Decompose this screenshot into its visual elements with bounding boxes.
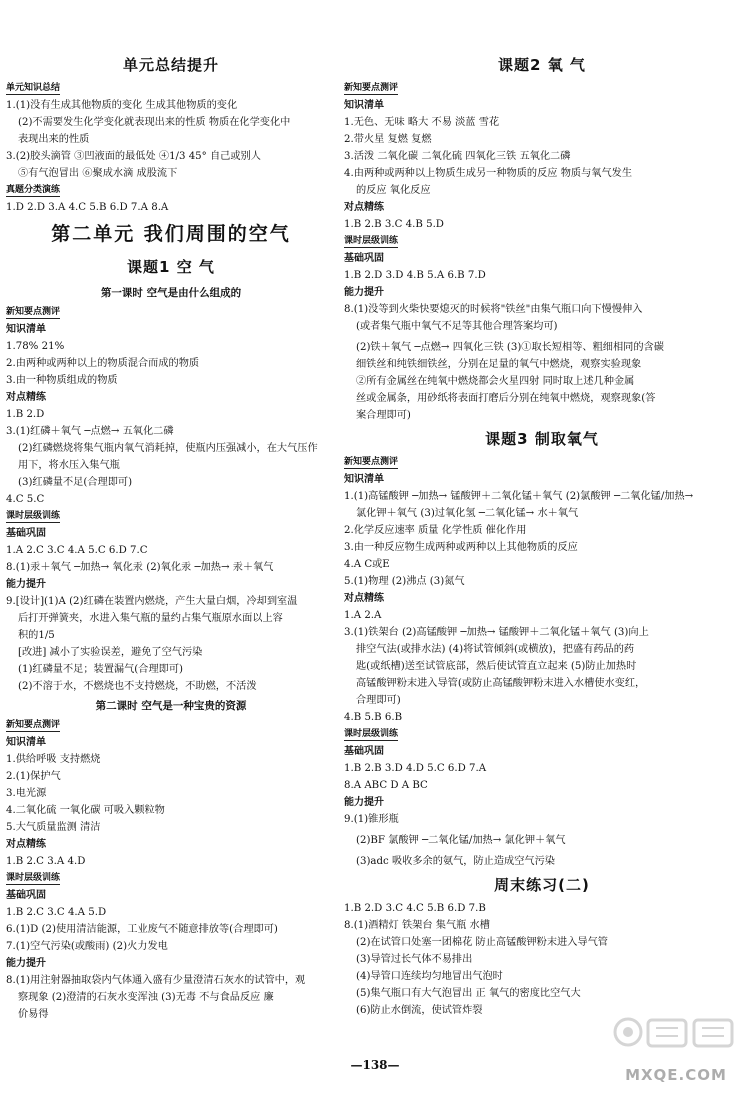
unit-title: 第二单元 我们周围的空气 xyxy=(51,223,291,245)
answer-line: 3.由一种反应物生成两种或两种以上其他物质的反应 xyxy=(344,542,578,553)
answer-line: 4.B 5.B 6.B xyxy=(344,712,403,723)
section-heading: 课题1 空 气 xyxy=(127,258,215,276)
section-tag-label: 新知要点测评 xyxy=(6,720,61,730)
answer-line: 2.由两种或两种以上的物质混合而成的物质 xyxy=(6,358,200,369)
answer-line: 1.B 2.B 3.D 4.D 5.C 6.D 7.A xyxy=(344,763,487,774)
watermark-text: MXQE.COM xyxy=(625,1066,727,1084)
answer-line: 1.B 2.C 3.A 4.D xyxy=(6,856,86,867)
answer-line-cont: 察现象 (2)澄清的石灰水变浑浊 (3)无毒 不与食品反应 廉 xyxy=(18,992,274,1003)
subsection-label: 能力提升 xyxy=(344,797,384,808)
section-tag-label: 单元知识总结 xyxy=(6,83,61,93)
answer-line: 8.(1)没等到火柴快要熄灭的时候将"铁丝"由集气瓶口向下慢慢伸入 xyxy=(344,304,643,315)
section-tag-label: 真题分类演练 xyxy=(6,185,61,195)
answer-line-cont: (6)防止水倒流，使试管炸裂 xyxy=(356,1005,483,1016)
answer-line-cont: (3)导管过长气体不易排出 xyxy=(356,954,473,965)
answer-line: 1.供给呼吸 支持燃烧 xyxy=(6,754,101,765)
section-tag xyxy=(344,80,740,97)
section-heading: 单元总结提升 xyxy=(122,56,219,74)
section-heading: 课题2 氧 气 xyxy=(498,56,586,74)
answer-line-cont: 用下，将水压入集气瓶 xyxy=(18,460,120,471)
lesson-heading: 第一课时 空气是由什么组成的 xyxy=(100,287,242,299)
section-tag xyxy=(6,80,336,97)
answer-line-cont: 排空气法(或排水法) (4)将试管倾斜(或横放)，把盛有药品的药 xyxy=(356,644,635,655)
answer-line-cont: (2)铁＋氧气 ─点燃→ 四氧化三铁 (3)①取长短相等、粗细相同的含碳 xyxy=(356,342,664,353)
answer-line: 4.C 5.C xyxy=(6,494,45,505)
answer-line: 7.(1)空气污染(或酸雨) (2)火力发电 xyxy=(6,941,168,952)
answer-line: 1.无色、无味 略大 不易 淡蓝 雪花 xyxy=(344,117,500,128)
answer-line: 3.(1)红磷＋氧气 ─点燃→ 五氧化二磷 xyxy=(6,426,174,437)
answer-line-cont: (3)红磷量不足(合理即可) xyxy=(18,477,133,488)
subsection-label: 基础巩固 xyxy=(6,528,46,539)
answer-line: 1.A 2.C 3.C 4.A 5.C 6.D 7.C xyxy=(6,545,148,556)
answer-line: 1.B 2.D xyxy=(6,409,45,420)
answer-line-cont: 丝或金属条，用砂纸将表面打磨后分别在纯氧中燃烧，观察现象(答 xyxy=(356,393,656,404)
subsection-label: 知识清单 xyxy=(344,474,384,485)
page-number: —138— xyxy=(350,1058,400,1072)
subsection-label: 知识清单 xyxy=(6,737,46,748)
answer-line: 3.(1)铁架台 (2)高锰酸钾 ─加热→ 锰酸钾＋二氧化锰＋氧气 (3)向上 xyxy=(344,627,649,638)
answer-line: 1.B 2.B 3.C 4.B 5.D xyxy=(344,219,444,230)
answer-line-cont: (2)不溶于水，不燃烧也不支持燃烧，不助燃，不活泼 xyxy=(18,681,257,692)
answer-line-cont: ②所有金属丝在纯氧中燃烧都会火星四射 同时取上述几种金属 xyxy=(356,376,635,387)
answer-line: 1.78% 21% xyxy=(6,341,65,352)
answer-line: 2.化学反应速率 质量 化学性质 催化作用 xyxy=(344,525,527,536)
answer-line: 1.(1)没有生成其他物质的变化 生成其他物质的变化 xyxy=(6,100,238,111)
section-tag-label: 课时层级训练 xyxy=(6,511,61,521)
answer-line-cont: 价易得 xyxy=(18,1009,49,1020)
subsection-label: 能力提升 xyxy=(6,958,46,969)
answer-line: 1.B 2.C 3.C 4.A 5.D xyxy=(6,907,107,918)
subsection-label: 对点精练 xyxy=(6,839,46,850)
answer-line: 5.(1)物理 (2)沸点 (3)氮气 xyxy=(344,576,465,587)
answer-line-cont: 匙(或纸槽)送至试管底部，然后使试管直立起来 (5)防止加热时 xyxy=(356,661,637,672)
answer-line: 3.(2)胶头滴管 ③凹液面的最低处 ④1/3 45° 自己或别人 xyxy=(6,151,261,162)
subsection-label: 基础巩固 xyxy=(344,746,384,757)
answer-line-cont: [改进] 减小了实验误差，避免了空气污染 xyxy=(18,647,203,658)
answer-line-cont: 后打开弹簧夹，水进入集气瓶的量约占集气瓶原水面以上容 xyxy=(18,613,283,624)
section-tag xyxy=(344,726,740,743)
subsection-label: 对点精练 xyxy=(6,392,46,403)
answer-line-cont: 积的1/5 xyxy=(18,630,55,641)
lesson-heading: 第二课时 空气是一种宝贵的资源 xyxy=(95,700,247,712)
answer-line-cont: 细铁丝和纯铁细铁丝，分别在足量的氧气中燃烧，观察实验现象 xyxy=(356,359,642,370)
answer-line-cont: (3)adc 吸收多余的氨气，防止造成空气污染 xyxy=(356,856,555,867)
answer-line: 2.带火星 复燃 复燃 xyxy=(344,134,432,145)
answer-line: 3.活泼 二氧化碳 二氧化硫 四氧化三铁 五氧化二磷 xyxy=(344,151,571,162)
answer-line-cont: 合理即可) xyxy=(356,695,401,706)
section-tag xyxy=(6,717,336,734)
subsection-label: 对点精练 xyxy=(344,202,384,213)
left-column xyxy=(6,50,336,1023)
section-tag-label: 新知要点测评 xyxy=(6,307,61,317)
section-heading: 周末练习(二) xyxy=(494,876,590,894)
section-tag-label: 新知要点测评 xyxy=(344,83,399,93)
subsection-label: 能力提升 xyxy=(6,579,46,590)
subsection-label: 能力提升 xyxy=(344,287,384,298)
section-tag xyxy=(6,508,336,525)
answer-line: 1.D 2.D 3.A 4.C 5.B 6.D 7.A 8.A xyxy=(6,202,169,213)
section-tag xyxy=(6,304,336,321)
right-column xyxy=(344,50,740,1019)
answer-line-cont: 的反应 氧化反应 xyxy=(356,185,431,196)
answer-line: 8.(1)酒精灯 铁架台 集气瓶 水槽 xyxy=(344,920,490,931)
answer-line-cont: (5)集气瓶口有大气泡冒出 正 氧气的密度比空气大 xyxy=(356,988,581,999)
answer-line: 8.(1)汞＋氧气 ─加热→ 氧化汞 (2)氧化汞 ─加热→ 汞＋氧气 xyxy=(6,562,274,573)
section-tag xyxy=(6,870,336,887)
section-tag-label: 课时层级训练 xyxy=(344,236,399,246)
subsection-label: 基础巩固 xyxy=(6,890,46,901)
answer-line: 1.A 2.A xyxy=(344,610,382,621)
section-tag-label: 新知要点测评 xyxy=(344,457,399,467)
subsection-label: 对点精练 xyxy=(344,593,384,604)
answer-line-cont: (2)红磷燃烧将集气瓶内氧气消耗掉，使瓶内压强减小，在大气压作 xyxy=(18,443,318,454)
answer-line-cont: 氯化钾＋氧气 (3)过氧化氢 ─二氧化锰→ 水＋氧气 xyxy=(356,508,579,519)
answer-line-cont: (2)BF 氯酸钾 ─二氧化锰/加热→ 氯化钾＋氧气 xyxy=(356,835,566,846)
answer-line-cont: (2)在试管口处塞一团棉花 防止高锰酸钾粉末进入导气管 xyxy=(356,937,608,948)
answer-line-cont: (或者集气瓶中氧气不足等其他合理答案均可) xyxy=(356,321,558,332)
subsection-label: 知识清单 xyxy=(6,324,46,335)
answer-line: 6.(1)D (2)使用清洁能源，工业废气不随意排放等(合理即可) xyxy=(6,924,278,935)
subsection-label: 基础巩固 xyxy=(344,253,384,264)
section-tag xyxy=(344,454,740,471)
section-tag-label: 课时层级训练 xyxy=(344,729,399,739)
answer-line: 3.电光源 xyxy=(6,788,47,799)
answer-line-cont: 高锰酸钾粉末进入导管(或防止高锰酸钾粉末进入水槽使水变红， xyxy=(356,678,646,689)
answer-line: 4.二氧化硫 一氧化碳 可吸入颗粒物 xyxy=(6,805,165,816)
answer-line: 5.大气质量监测 清洁 xyxy=(6,822,101,833)
subsection-label: 知识清单 xyxy=(344,100,384,111)
answer-line: 4.A C或E xyxy=(344,559,390,570)
answer-line: 2.(1)保护气 xyxy=(6,771,61,782)
answer-line-cont: (1)红磷量不足；装置漏气(合理即可) xyxy=(18,664,184,675)
answer-line: 1.B 2.D 3.C 4.C 5.B 6.D 7.B xyxy=(344,903,486,914)
answer-line: 8.(1)用注射器抽取袋内气体通入盛有少量澄清石灰水的试管中，观 xyxy=(6,975,306,986)
answer-line-cont: (2)不需要发生化学变化就表现出来的性质 物质在化学变化中 xyxy=(18,117,291,128)
answer-line-cont: (4)导管口连续均匀地冒出气泡时 xyxy=(356,971,503,982)
section-tag xyxy=(6,182,336,199)
answer-line-cont: 案合理即可) xyxy=(356,410,411,421)
answer-line-cont: 表现出来的性质 xyxy=(18,134,90,145)
answer-line: 4.由两种或两种以上物质生成另一种物质的反应 物质与氧气发生 xyxy=(344,168,633,179)
section-tag-label: 课时层级训练 xyxy=(6,873,61,883)
answer-line: 8.A ABC D A BC xyxy=(344,780,428,791)
section-tag xyxy=(344,233,740,250)
answer-line: 9.[设计](1)A (2)红磷在装置内燃烧，产生大量白烟，冷却到室温 xyxy=(6,596,298,607)
answer-line: 3.由一种物质组成的物质 xyxy=(6,375,118,386)
section-heading: 课题3 制取氧气 xyxy=(485,430,599,448)
answer-line-cont: ⑤有气泡冒出 ⑥聚成水滴 成股流下 xyxy=(18,168,178,179)
answer-line: 1.(1)高锰酸钾 ─加热→ 锰酸钾＋二氧化锰＋氧气 (2)氯酸钾 ─二氧化锰/加热→ xyxy=(344,491,694,502)
answer-line: 9.(1)锥形瓶 xyxy=(344,814,399,825)
answer-line: 1.B 2.D 3.D 4.B 5.A 6.B 7.D xyxy=(344,270,486,281)
